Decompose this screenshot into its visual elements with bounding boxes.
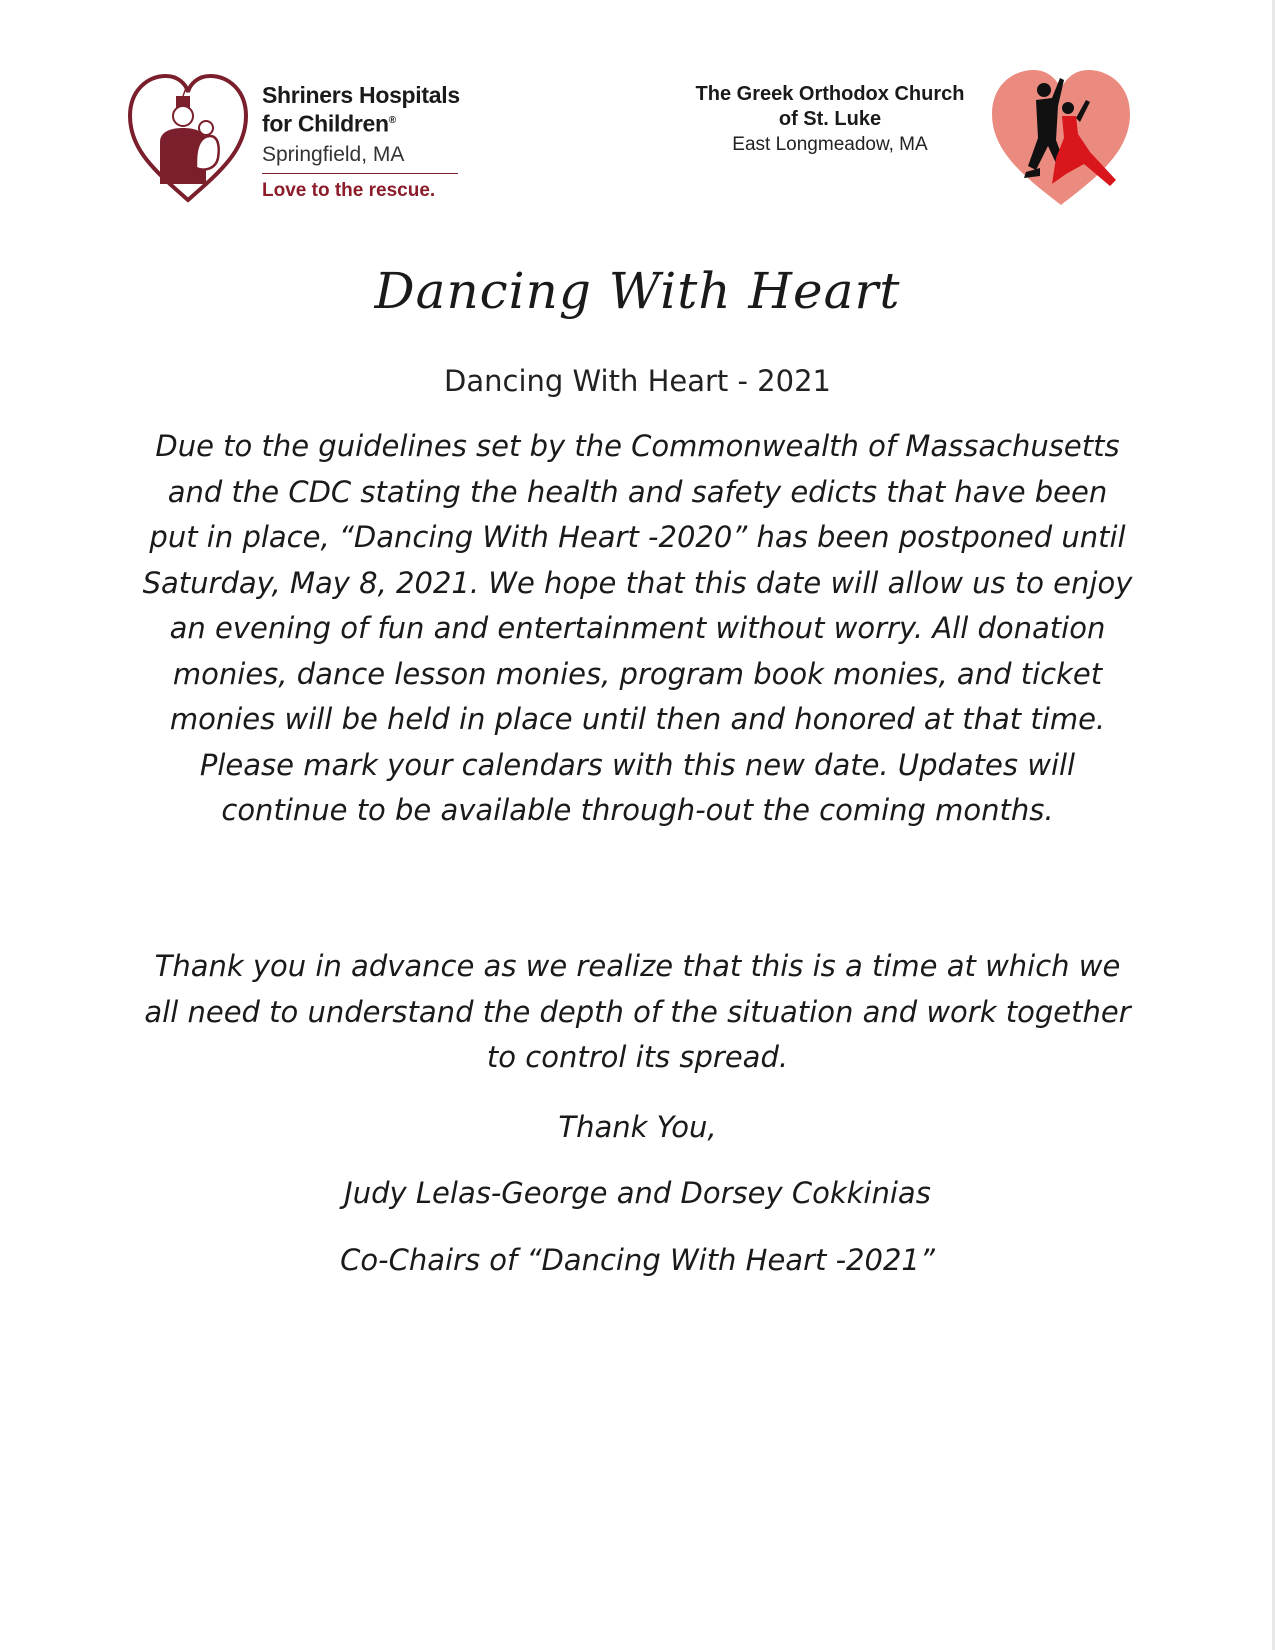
shriners-name-line1: Shriners Hospitals	[262, 82, 460, 108]
closing-salutation: Thank You,	[558, 1110, 717, 1144]
closing-signers: Judy Lelas-George and Dorsey Cokkinias	[344, 1176, 931, 1210]
dancing-couple-heart-icon	[986, 60, 1136, 210]
registered-mark: ®	[388, 115, 396, 126]
body-paragraph-thanks: Thank you in advance as we realize that this is a time at which we all need to understand the depth of the situation and work together to control its spread.	[144, 949, 1131, 1074]
shriners-text	[262, 82, 472, 202]
event-subtitle: Dancing With Heart - 2021	[444, 364, 831, 398]
shriners-name-line2: for Children®	[262, 110, 396, 137]
shriners-tagline: Love to the rescue.	[262, 179, 436, 201]
church-location: East Longmeadow, MA	[732, 134, 928, 155]
shriners-heart-logo-icon	[126, 72, 250, 204]
church-name-line2: of St. Luke	[778, 108, 882, 130]
church-header	[680, 82, 980, 157]
closing-role: Co-Chairs of “Dancing With Heart -2021”	[340, 1243, 935, 1277]
shriners-city: Springfield, MA	[262, 143, 458, 174]
shriners-header	[126, 72, 466, 212]
church-name-line1: The Greek Orthodox Church	[695, 83, 965, 105]
script-title: Dancing With Heart	[374, 262, 901, 320]
body-paragraph-postponement: Due to the guidelines set by the Commonwealth of Massachusetts and the CDC stating the health and safety edicts that have been put in place, “Dancing With Heart -2020” has been postponed until Saturday, May 8, 2021. We hope that this date will allow us to enjoy an evening of fun and entertainment without worry. All donation monies, dance lesson monies, program book monies, and ticket monies will be held in place until then and honored at that time. Please mark your calendars with this new date. Updates will continue to be available through-out the coming months.	[142, 429, 1133, 827]
